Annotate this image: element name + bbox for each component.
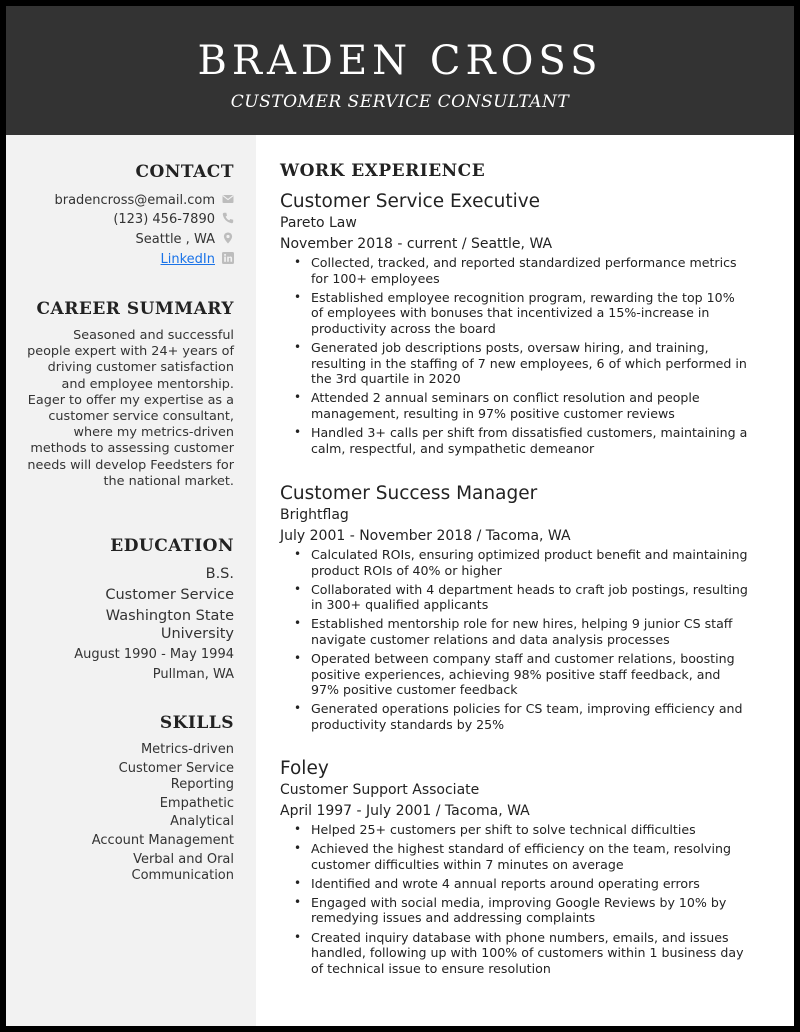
job-title: Customer Service Executive [280,191,541,212]
education-field: Customer Service [105,587,234,603]
education-school-line1: Washington State [105,608,234,624]
job-dates: November 2018 - current / Seattle, WA [280,236,553,252]
job-bullet: • Generated operations policies for CS team, improving efficiency and productivity standards by 25% [280,701,780,732]
job-bullet: • Handled 3+ calls per shift from dissatisfied customers, maintaining a calm, respectful, and sympathetic demeanor [280,425,780,456]
education-heading: EDUCATION [110,536,234,556]
job-bullet: • Established mentorship role for new hires, helping 9 junior CS staff navigate customer relations and data analysis processes [280,616,780,647]
skill-line: Metrics-driven [140,742,234,757]
job-bullet: • Calculated ROIs, ensuring optimized product benefit and maintaining product ROIs of 40% or higher [280,547,780,578]
job-bullets [280,822,780,976]
skill-line: Account Management [91,833,234,848]
job-company: Brightflag [280,507,349,523]
job-company: Customer Support Associate [280,782,480,798]
linkedin-link[interactable]: LinkedIn [160,252,215,267]
skills-heading: SKILLS [159,713,234,733]
job-entry [280,758,780,980]
contact-phone-row [113,212,234,228]
job-bullet: • Collected, tracked, and reported standardized performance metrics for 100+ employees [280,255,780,286]
skill-line: Customer Service [118,761,234,776]
summary-text: Seasoned and successful people expert with 24+ years of driving customer satisfaction and employee mentorship. Eager to offer my expertise as a customer service consultant, where my metrics-driven methods to assessing customer needs will develop Feedsters for the national market. [27,328,234,489]
phone-icon [222,212,234,224]
skill-line: Communication [131,868,234,883]
sidebar [6,135,256,1026]
job-company: Pareto Law [280,215,357,231]
job-bullet: • Generated job descriptions posts, oversaw hiring, and training, resulting in the staffing of 7 new employees, 6 of which performed in the 3rd quartile in 2020 [280,340,780,387]
job-bullet: • Established employee recognition program, rewarding the top 10% of employees with bonuses that incentivized a 15%-increase in productivity across the board [280,290,780,337]
contact-linkedin-row[interactable] [161,252,234,268]
job-title: Foley [280,758,329,779]
job-dates: July 2001 - November 2018 / Tacoma, WA [280,528,571,544]
job-title: Customer Success Manager [280,483,538,504]
job-bullet: • Achieved the highest standard of efficiency on the team, resolving customer difficulties within 7 minutes on average [280,841,780,872]
contact-location: Seattle , WA [135,232,215,247]
job-bullets [280,255,780,456]
contact-email: bradencross@email.com [54,193,215,208]
envelope-icon [222,193,234,205]
job-dates: April 1997 - July 2001 / Tacoma, WA [280,803,530,819]
job-bullet: • Identified and wrote 4 annual reports around operating errors [280,876,780,892]
job-entry [280,191,780,460]
contact-email-row [54,193,234,209]
candidate-title: CUSTOMER SERVICE CONSULTANT [230,92,570,112]
experience-heading: WORK EXPERIENCE [280,161,486,181]
skill-line: Empathetic [159,796,234,811]
job-bullet: • Created inquiry database with phone numbers, emails, and issues handled, following up with 100% of customers within 1 business day of technical issue to ensure resolution [280,930,780,977]
candidate-name: BRADEN CROSS [197,38,603,84]
job-bullet: • Helped 25+ customers per shift to solve technical difficulties [280,822,780,838]
job-bullet: • Attended 2 annual seminars on conflict resolution and people management, resulting in 97% positive customer reviews [280,390,780,421]
resume-header [6,6,794,135]
skill-line: Analytical [170,814,234,829]
job-entry [280,483,780,736]
education-school-line2: University [160,626,234,642]
contact-heading: CONTACT [135,162,234,182]
contact-location-row [136,232,234,248]
summary-heading: CAREER SUMMARY [36,299,234,319]
job-bullet: • Collaborated with 4 department heads to craft job postings, resulting in 300+ qualified applicants [280,582,780,613]
education-dates: August 1990 - May 1994 [74,647,234,662]
skill-line: Verbal and Oral [133,852,234,867]
education-degree: B.S. [205,566,234,582]
location-pin-icon [222,232,234,244]
job-bullets [280,547,780,733]
job-bullet: • Operated between company staff and customer relations, boosting positive experiences, achieving 98% positive staff feedback, and 97% positive customer feedback [280,651,780,698]
job-bullet: • Engaged with social media, improving Google Reviews by 10% by remedying issues and addressing complaints [280,895,780,926]
contact-phone: (123) 456-7890 [113,212,215,227]
linkedin-icon[interactable] [222,252,234,264]
education-location: Pullman, WA [152,667,234,682]
resume-page [6,6,794,1026]
skill-line: Reporting [170,777,234,792]
